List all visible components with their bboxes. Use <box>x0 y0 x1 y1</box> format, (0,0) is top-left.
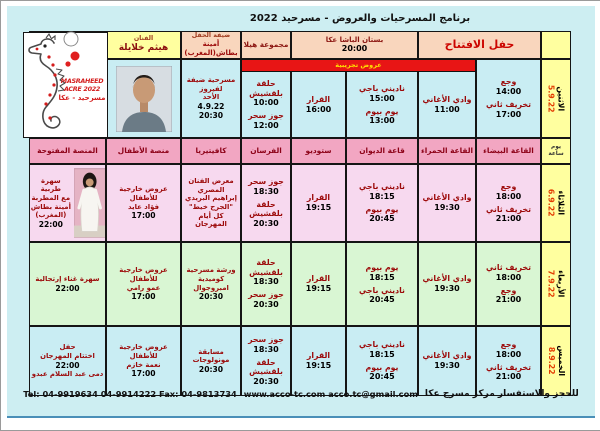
logo-line-2: ACRE 2022 <box>63 85 101 93</box>
schedule-cell-white-hall <box>476 59 541 138</box>
opening-artist-cell <box>106 31 181 59</box>
schedule-cell-forsan <box>241 164 291 242</box>
opening-title-cell <box>418 31 541 59</box>
show-entry <box>496 286 521 306</box>
show-time: 19:30 <box>434 283 460 293</box>
show-text: إبراهيم البريدي <box>185 194 237 203</box>
singer-text <box>30 177 72 230</box>
show-title: يوم بيوم <box>365 204 399 214</box>
schedule-cell-kids-stage <box>106 326 181 396</box>
show-entry <box>248 177 284 197</box>
page-title: برنامج المسرحيات والعروض - مسرحيد 2022 <box>249 13 471 24</box>
show-title: ناديني باجي <box>359 83 405 93</box>
show-title: وادي الأغاني <box>422 351 472 361</box>
show-entry <box>359 340 405 360</box>
experimental-banner: عروض تجريبية <box>241 59 476 72</box>
show-entry <box>359 286 405 306</box>
guest-name: أمينة بطاش(المغرب) <box>184 40 238 57</box>
column-header-forsan: الفرسان <box>241 138 291 164</box>
show-time: 17:00 <box>131 292 156 302</box>
schedule-cell-cafeteria <box>181 242 241 326</box>
show-title: وادي الأغاني <box>422 95 472 105</box>
day-date: 8.9.22 <box>547 347 556 375</box>
show-entry <box>359 84 405 104</box>
show-time: 20:45 <box>369 214 395 224</box>
show-entry <box>496 182 521 202</box>
show-entry <box>366 205 399 225</box>
schedule-cell-cafeteria <box>181 59 241 138</box>
show-entry <box>366 107 399 127</box>
singer-photo <box>74 168 105 238</box>
schedule-cell-open-stage <box>29 326 106 396</box>
show-text: عمو رامي <box>126 283 161 292</box>
show-time: 19:15 <box>305 283 332 293</box>
show-entry <box>306 274 331 294</box>
schedule-cell-white-hall <box>476 242 541 326</box>
show-entry <box>242 358 290 387</box>
show-entry <box>486 363 531 383</box>
show-title: وادي الأغاني <box>422 193 472 203</box>
show-time: 18:00 <box>495 349 522 359</box>
show-time: 19:15 <box>305 202 332 212</box>
show-text: فؤاد عايد <box>128 202 159 211</box>
show-title: القرار <box>306 274 331 284</box>
show-text: عروض خارجية للأطفال <box>119 266 168 283</box>
column-header-open-stage: المنصة المفتوحة <box>29 138 106 164</box>
show-title: جوز سحر <box>248 176 284 186</box>
show-entry <box>423 193 472 213</box>
artist-photo <box>116 66 172 132</box>
schedule-cell-kids-stage <box>106 59 181 138</box>
show-title: جوز سحر <box>248 111 284 121</box>
day-label-8.9.22 <box>541 326 571 396</box>
show-text: عروض خارجية للأطفال <box>119 185 168 202</box>
column-header-red-hall: القاعة الحمراء <box>418 138 476 164</box>
show-title: وجع <box>500 77 517 87</box>
show-title: تخريف ثاني <box>486 204 531 214</box>
schedule-table <box>29 31 571 396</box>
opening-guest-cell <box>181 31 241 59</box>
show-entry <box>359 182 405 202</box>
festival-logo-text <box>58 77 106 102</box>
column-header-studio: ستوديو <box>291 138 346 164</box>
show-title: جوز سحر <box>248 290 284 300</box>
schedule-cell-red-hall <box>418 326 476 396</box>
show-text: امبروجوال <box>193 283 229 292</box>
schedule-cell-studio <box>291 164 346 242</box>
show-text: كل أيام المهرجان <box>195 211 227 229</box>
day-date: 6.9.22 <box>547 189 556 217</box>
schedule-cell-open-stage <box>29 242 106 326</box>
guest-label: ضيفة الحفل <box>191 32 231 40</box>
schedule-cell-diwan-hall <box>346 242 418 326</box>
show-time: 14:00 <box>495 87 522 96</box>
day-row-8.9.22 <box>29 326 571 396</box>
logo-line-1: MASRAHEED <box>60 77 104 85</box>
day-name: الثلاثاء <box>556 190 566 216</box>
day-name: الخميس <box>556 345 566 377</box>
band-day-spacer <box>541 31 571 59</box>
show-entry <box>306 193 331 213</box>
show-time: 17:00 <box>131 211 156 221</box>
column-header-white-hall: القاعة البيضاء <box>476 138 541 164</box>
show-title: يوم بيوم <box>365 262 399 272</box>
show-entry <box>306 95 331 115</box>
show-entry <box>486 205 531 225</box>
day-date: 5.9.22 <box>547 84 556 113</box>
column-header-cafeteria: كافيتيريا <box>181 138 241 164</box>
show-entry <box>242 200 290 229</box>
schedule-cell-diwan-hall <box>346 326 418 396</box>
opening-venue: بستان الباشا عكا <box>325 35 384 44</box>
show-title: تخريف ثاني <box>486 262 531 272</box>
column-header-row <box>29 138 571 164</box>
artist-name: هيثم خلايلة <box>118 43 169 54</box>
schedule-cell-red-hall <box>418 242 476 326</box>
show-title: تخريف ثاني <box>486 100 531 109</box>
day-date: 7.9.22 <box>547 270 556 298</box>
schedule-cell-kids-stage <box>106 242 181 326</box>
show-time: 18:00 <box>495 191 522 201</box>
show-text: سهرة طربية <box>40 176 61 194</box>
schedule-cell-forsan <box>241 242 291 326</box>
show-title: حلقة بلقشيش <box>249 78 283 98</box>
show-time: 4.9.22 <box>197 101 225 111</box>
show-time: 18:15 <box>369 349 395 359</box>
logo-line-3: مسرحيد - عكا <box>58 94 106 102</box>
show-text: حفل <box>59 343 76 352</box>
show-time: 18:30 <box>253 277 279 287</box>
show-entry <box>496 340 521 360</box>
show-title: وجع <box>500 339 517 349</box>
show-time: 22:00 <box>38 219 63 229</box>
opening-title: حفل الافتتاح <box>444 38 515 52</box>
show-text: سهرة غناء إرتجالية <box>35 274 100 283</box>
festival-logo <box>23 32 108 138</box>
schedule-cell-diwan-hall <box>346 164 418 242</box>
schedule-cell-studio <box>291 326 346 396</box>
show-entry <box>423 274 472 294</box>
show-entry <box>306 351 331 371</box>
show-title: حلقة بلقشيش <box>249 357 283 377</box>
show-title: يوم بيوم <box>365 106 399 116</box>
show-time: 20:45 <box>369 295 395 305</box>
show-text: مسرحية ضيفة <box>186 76 236 85</box>
show-entry <box>486 100 531 120</box>
show-time: 18:15 <box>369 191 395 201</box>
show-entry <box>496 77 521 97</box>
schedule-rows-bottom <box>29 164 571 396</box>
opening-group-cell <box>241 31 291 59</box>
show-title: ناديني باجي <box>359 181 405 191</box>
footer-booking: للحجز والاستفسار مركز مسرح عكا <box>424 389 579 399</box>
show-time: 16:00 <box>305 104 332 114</box>
show-entry <box>486 263 531 283</box>
day-name: الاثنين <box>556 86 566 111</box>
show-time: 20:30 <box>198 292 224 302</box>
show-text: اختتام المهرجان <box>40 351 95 360</box>
show-time: 15:00 <box>369 93 395 103</box>
day-name: الأربعاء <box>556 270 566 298</box>
show-text: نعمة خازم <box>126 360 161 369</box>
show-time: 18:15 <box>369 272 395 282</box>
show-text: كوميدية <box>197 274 225 283</box>
show-text: مع المطربة <box>31 193 71 202</box>
footer-tel: Tel: 04-9919634 04-9914222 Fax: 04-9813734 <box>23 389 237 399</box>
show-text: (المغرب) <box>35 211 67 220</box>
show-title: القرار <box>306 193 331 203</box>
show-time: 21:00 <box>495 372 522 382</box>
show-text: لفيروز <box>199 84 223 93</box>
show-entry <box>423 95 472 115</box>
show-time: 18:00 <box>495 272 522 282</box>
show-time: 17:00 <box>495 109 522 119</box>
opening-band <box>29 31 571 59</box>
show-entry <box>366 263 399 283</box>
show-time: 19:30 <box>434 202 460 212</box>
show-text: عروض خارجية للأطفال <box>119 343 168 360</box>
schedule-cell-cafeteria <box>181 326 241 396</box>
day-row-7.9.22 <box>29 242 571 326</box>
show-text: "الجرح خيط" <box>189 203 233 211</box>
show-time: 22:00 <box>55 283 80 293</box>
show-text: أمينة بطاش <box>30 202 71 211</box>
show-text: الأحد <box>202 93 220 102</box>
show-title: جوز سحر <box>248 334 284 344</box>
schedule-cell-red-hall <box>418 164 476 242</box>
opening-group: مجموعة هيلا <box>243 40 289 50</box>
schedule-cell-kids-stage <box>106 164 181 242</box>
show-time: 20:30 <box>198 111 224 121</box>
show-entry <box>242 258 290 287</box>
schedule-cell-studio <box>291 242 346 326</box>
show-time: 13:00 <box>369 116 395 126</box>
flyer-panel <box>7 6 595 418</box>
opening-time: 20:00 <box>341 44 368 54</box>
schedule-cell-cafeteria <box>181 164 241 242</box>
show-entry <box>248 111 284 131</box>
schedule-cell-white-hall <box>476 164 541 242</box>
show-title: القرار <box>306 351 331 361</box>
show-time: 20:30 <box>253 300 279 310</box>
show-entry <box>242 79 290 108</box>
show-entry <box>248 335 284 355</box>
show-time: 12:00 <box>253 121 279 131</box>
show-title: وجع <box>500 181 517 191</box>
show-text: دمى عبد السلام عبدو <box>31 370 104 379</box>
show-entry <box>248 290 284 310</box>
footer-contact <box>7 389 595 399</box>
show-time: 19:30 <box>434 360 460 370</box>
column-header-kids-stage: منصة الأطفال <box>106 138 181 164</box>
schedule-cell-forsan <box>241 326 291 396</box>
show-title: يوم بيوم <box>365 362 399 372</box>
column-header-day: يوم ساعة <box>541 138 571 164</box>
schedule-cell-open-stage <box>29 164 106 242</box>
show-time: 18:30 <box>253 186 279 196</box>
show-title: القرار <box>306 95 331 105</box>
show-entry <box>423 351 472 371</box>
show-text: مسابقة <box>198 347 224 356</box>
show-text: مونولوجات <box>192 356 230 365</box>
show-time: 17:00 <box>131 369 156 379</box>
show-title: وجع <box>500 285 517 295</box>
show-text: معرض الفنان المصري <box>188 177 234 194</box>
show-time: 20:30 <box>253 219 279 229</box>
show-time: 22:00 <box>55 360 80 370</box>
show-title: حلقة بلقشيش <box>249 199 283 219</box>
show-time: 20:45 <box>369 372 395 382</box>
day-label-5.9.22 <box>541 59 571 138</box>
show-time: 21:00 <box>495 214 522 224</box>
column-header-diwan-hall: قاعة الديوان <box>346 138 418 164</box>
show-time: 10:00 <box>253 98 279 108</box>
show-text: ورشة مسرحية <box>186 266 236 275</box>
day-row-5.9.22 <box>29 59 571 138</box>
show-title: وادي الأغاني <box>422 274 472 284</box>
singer-cell-content <box>30 168 105 238</box>
artist-label: الفنان <box>133 35 154 43</box>
opening-venue-cell <box>291 31 418 59</box>
show-title: ناديني باجي <box>359 285 405 295</box>
day-label-7.9.22 <box>541 242 571 326</box>
schedule-cell-white-hall <box>476 326 541 396</box>
show-title: ناديني باجي <box>359 339 405 349</box>
day-label-6.9.22 <box>541 164 571 242</box>
schedule-rows <box>29 59 571 138</box>
show-title: حلقة بلقشيش <box>249 257 283 277</box>
show-time: 20:30 <box>253 377 279 387</box>
show-time: 18:30 <box>253 344 279 354</box>
show-time: 20:30 <box>198 364 224 374</box>
show-entry <box>366 363 399 383</box>
show-time: 19:15 <box>305 360 332 370</box>
show-time: 11:00 <box>434 104 460 114</box>
show-title: تخريف ثاني <box>486 362 531 372</box>
day-row-6.9.22 <box>29 164 571 242</box>
show-time: 21:00 <box>495 295 522 305</box>
footer-web: www.acco-tc.com acco.tc@gmail.com <box>243 389 418 399</box>
